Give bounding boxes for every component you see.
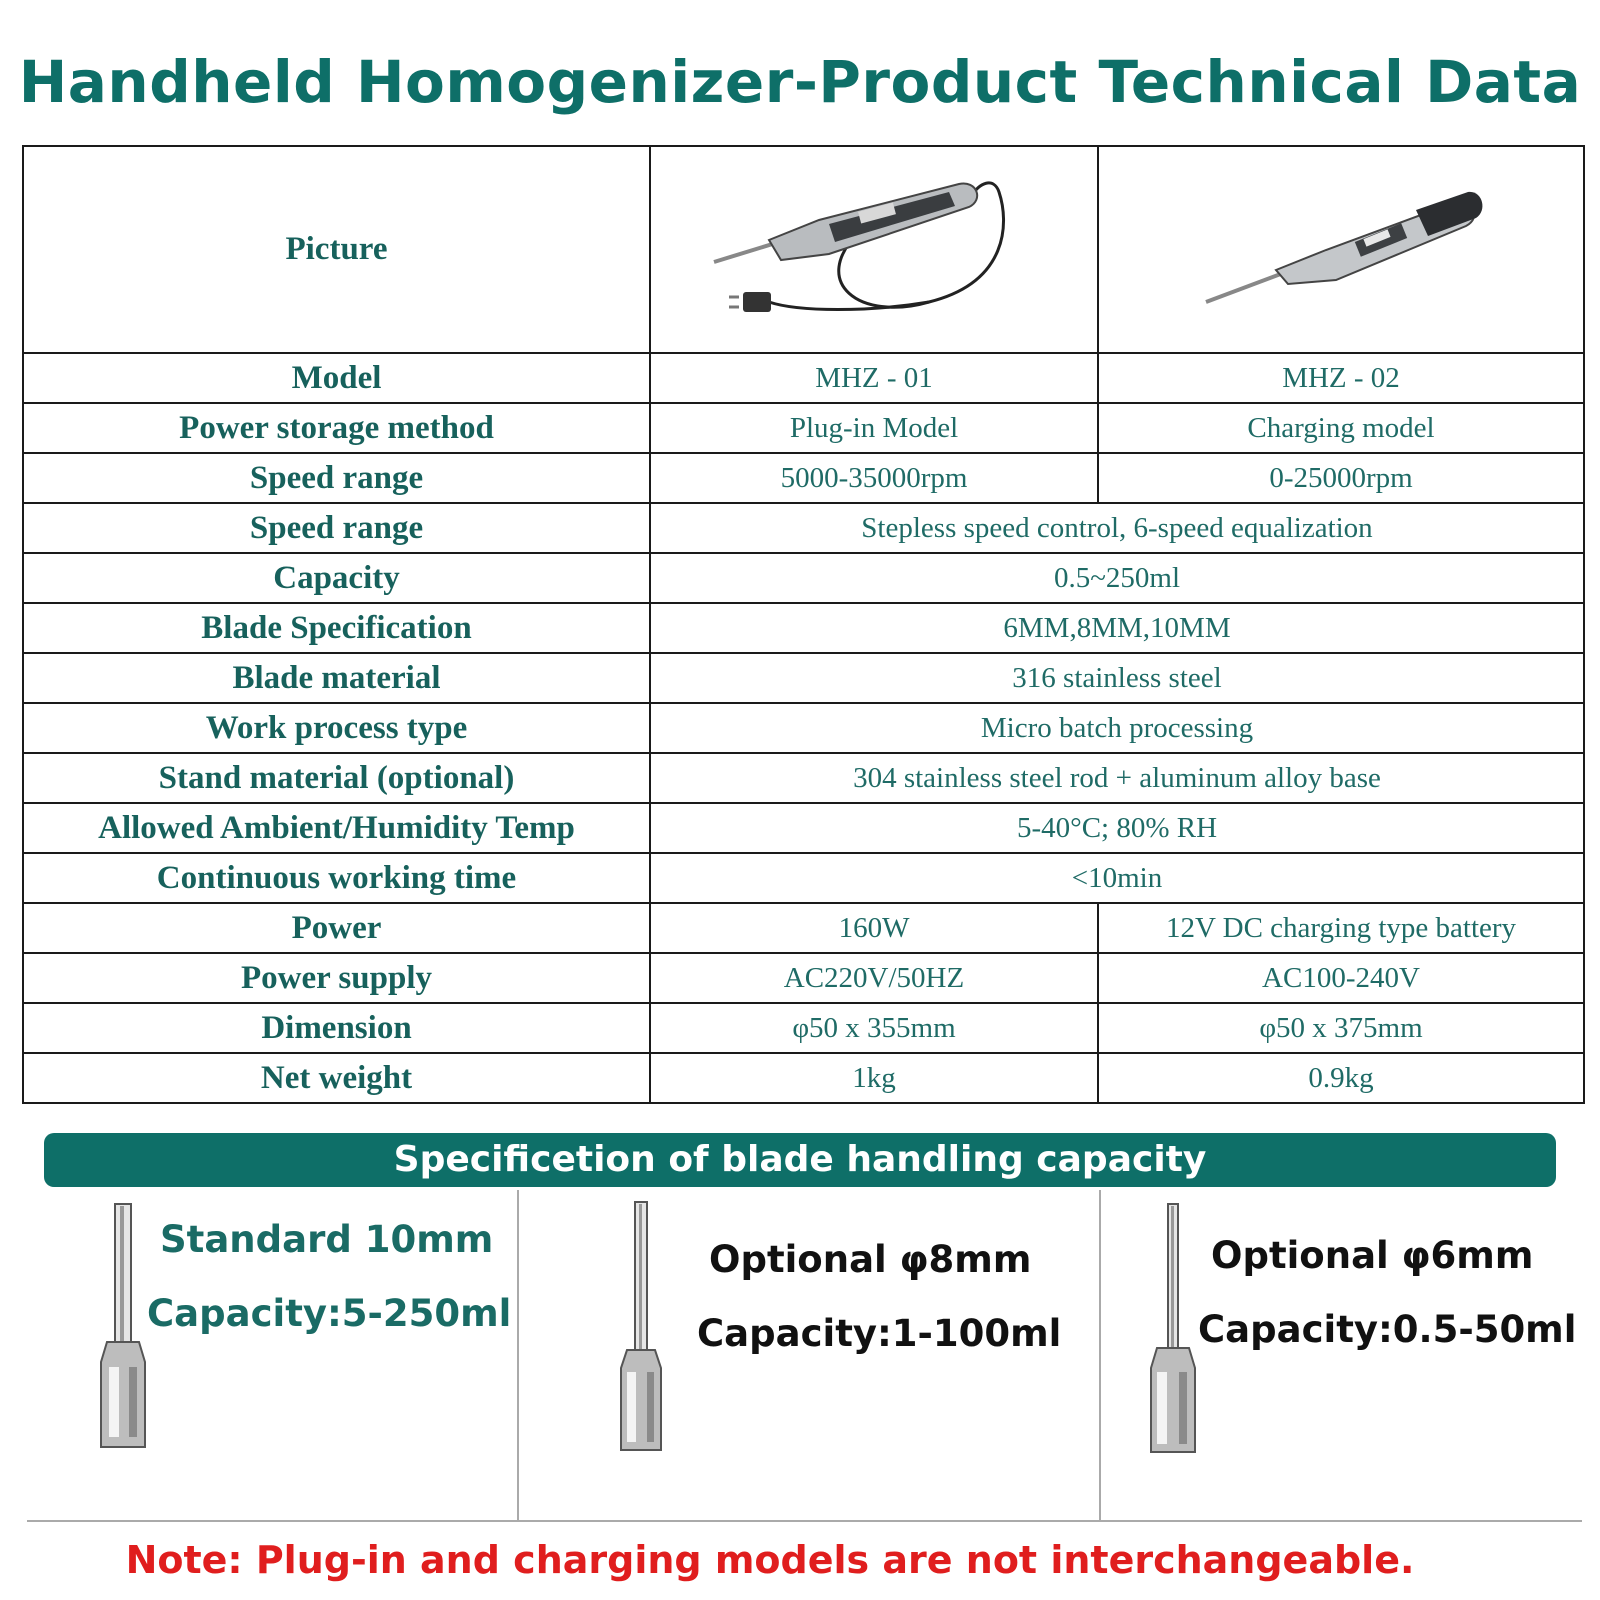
table-row <box>23 1053 1584 1103</box>
table-row <box>23 353 1584 403</box>
table-row <box>23 903 1584 953</box>
spec-label: Capacity <box>23 553 650 603</box>
spec-value-mhz02: 0.9kg <box>1098 1053 1584 1103</box>
spec-value-mhz01: Plug-in Model <box>650 403 1098 453</box>
spec-label: Allowed Ambient/Humidity Temp <box>23 803 650 853</box>
spec-value-mhz02: 0-25000rpm <box>1098 453 1584 503</box>
spec-value-mhz01: MHZ - 01 <box>650 353 1098 403</box>
spec-label: Model <box>23 353 650 403</box>
blade-6mm-icon <box>1145 1202 1201 1457</box>
spec-label: Speed range <box>23 453 650 503</box>
spec-label: Power <box>23 903 650 953</box>
spec-label: Speed range <box>23 503 650 553</box>
blade-card-8mm <box>517 1190 1101 1520</box>
cordless-homogenizer-icon <box>1176 162 1506 332</box>
spec-value-shared: <10min <box>650 853 1584 903</box>
spec-label: Blade material <box>23 653 650 703</box>
blade-name: Standard 10mm <box>160 1218 494 1261</box>
spec-value-mhz02: MHZ - 02 <box>1098 353 1584 403</box>
spec-value-shared: 5-40°C; 80% RH <box>650 803 1584 853</box>
blade-card-6mm <box>1099 1190 1584 1520</box>
spec-label: Continuous working time <box>23 853 650 903</box>
spec-value-shared: 6MM,8MM,10MM <box>650 603 1584 653</box>
table-row <box>23 603 1584 653</box>
spec-label: Power storage method <box>23 403 650 453</box>
table-row <box>23 953 1584 1003</box>
spec-value-mhz02: φ50 x 375mm <box>1098 1003 1584 1053</box>
compatibility-note: Note: Plug-in and charging models are not interchangeable. <box>125 1538 1415 1582</box>
product-image-mhz01 <box>650 146 1098 353</box>
spec-value-shared: Micro batch processing <box>650 703 1584 753</box>
spec-label: Work process type <box>23 703 650 753</box>
spec-value-mhz02: 12V DC charging type battery <box>1098 903 1584 953</box>
table-row <box>23 553 1584 603</box>
plug-in-homogenizer-icon <box>709 162 1039 332</box>
table-row <box>23 853 1584 903</box>
spec-label: Power supply <box>23 953 650 1003</box>
spec-value-mhz02: AC100-240V <box>1098 953 1584 1003</box>
page-title: Handheld Homogenizer-Product Technical Data <box>18 48 1582 116</box>
spec-value-mhz01: 5000-35000rpm <box>650 453 1098 503</box>
spec-value-shared: Stepless speed control, 6-speed equalization <box>650 503 1584 553</box>
spec-label: Blade Specification <box>23 603 650 653</box>
blade-capacity: Capacity:0.5-50ml <box>1198 1308 1577 1351</box>
blade-8mm-icon <box>617 1200 667 1455</box>
spec-value-shared: 304 stainless steel rod + aluminum alloy base <box>650 753 1584 803</box>
spec-label: Stand material (optional) <box>23 753 650 803</box>
blade-capacity: Capacity:5-250ml <box>147 1292 512 1335</box>
blade-10mm-icon <box>95 1202 155 1452</box>
blade-card-10mm <box>27 1190 517 1520</box>
spec-value-shared: 0.5~250ml <box>650 553 1584 603</box>
blade-spec-panel <box>27 1190 1582 1522</box>
blade-capacity-banner: Specificetion of blade handling capacity <box>44 1133 1556 1187</box>
blade-name: Optional φ8mm <box>709 1238 1032 1281</box>
table-row <box>23 1003 1584 1053</box>
blade-name: Optional φ6mm <box>1211 1234 1534 1277</box>
table-row <box>23 403 1584 453</box>
spec-label: Dimension <box>23 1003 650 1053</box>
table-row <box>23 803 1584 853</box>
picture-label: Picture <box>23 146 650 353</box>
spec-value-mhz01: φ50 x 355mm <box>650 1003 1098 1053</box>
spec-value-mhz01: AC220V/50HZ <box>650 953 1098 1003</box>
spec-value-mhz01: 1kg <box>650 1053 1098 1103</box>
table-row <box>23 653 1584 703</box>
spec-value-mhz01: 160W <box>650 903 1098 953</box>
spec-table <box>22 145 1585 1104</box>
product-image-mhz02 <box>1098 146 1584 353</box>
spec-value-shared: 316 stainless steel <box>650 653 1584 703</box>
table-row <box>23 753 1584 803</box>
blade-capacity: Capacity:1-100ml <box>697 1312 1062 1355</box>
table-row-picture <box>23 146 1584 353</box>
table-row <box>23 453 1584 503</box>
table-row <box>23 503 1584 553</box>
spec-value-mhz02: Charging model <box>1098 403 1584 453</box>
spec-label: Net weight <box>23 1053 650 1103</box>
table-row <box>23 703 1584 753</box>
